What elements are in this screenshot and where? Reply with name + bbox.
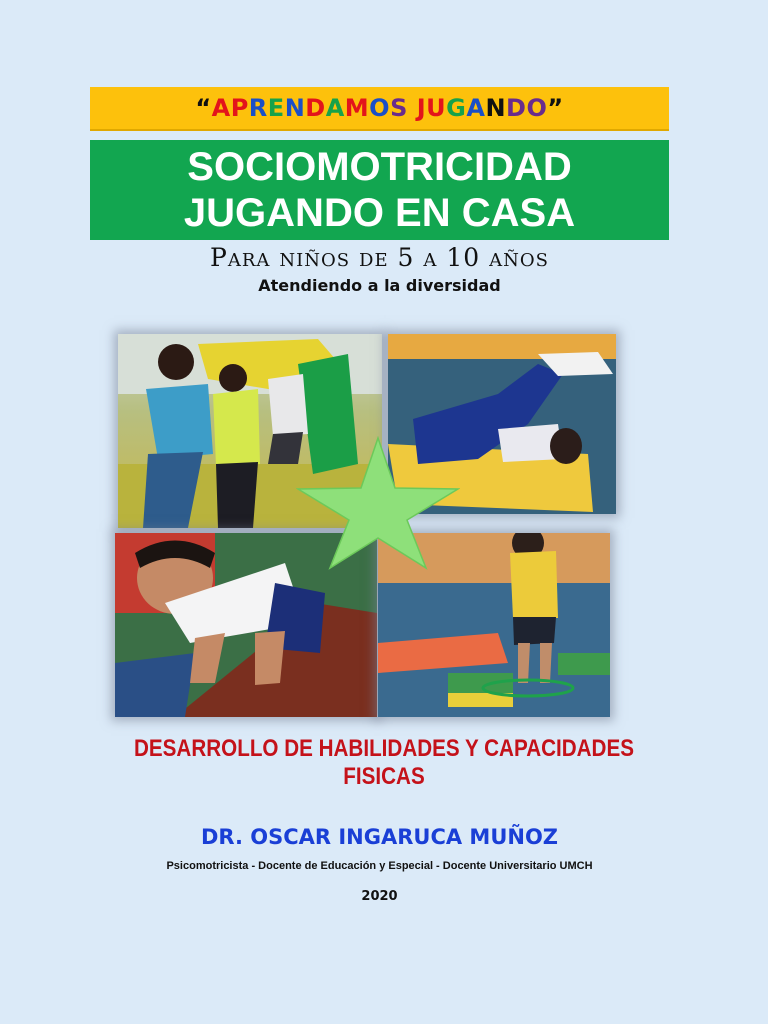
tagline-letter: A: [466, 94, 486, 122]
tagline-text: [212, 94, 548, 122]
author-name: DR. OSCAR INGARUCA MUÑOZ: [200, 825, 559, 849]
tagline-letter: A: [211, 94, 231, 122]
tagline-banner: [90, 87, 669, 131]
title-banner: [90, 140, 669, 240]
title-line-2: JUGANDO EN CASA: [183, 191, 576, 235]
tagline-letter: A: [325, 94, 345, 122]
tagline-letter: [408, 94, 417, 122]
tagline-letter: N: [485, 94, 507, 122]
publication-year: 2020: [361, 889, 398, 904]
quote-close: ”: [547, 94, 564, 122]
green-star-icon: [296, 436, 460, 570]
tagline-letter: P: [230, 94, 249, 122]
tagline-letter: D: [305, 94, 326, 122]
age-range-subtitle: Para niños de 5 a 10 años: [210, 243, 549, 272]
tagline-letter: E: [267, 94, 285, 122]
tagline-letter: R: [248, 94, 268, 122]
tagline-letter: U: [426, 94, 447, 122]
theme-heading: DESARROLLO DE HABILIDADES Y CAPACIDADES FISICAS: [133, 735, 634, 790]
quote-open: “: [195, 94, 212, 122]
title-line-1: SOCIOMOTRICIDAD: [187, 145, 572, 189]
diversity-subtitle: Atendiendo a la diversidad: [258, 276, 501, 295]
author-role: Psicomotricista - Docente de Educación y Especial - Docente Universitario UMCH: [166, 860, 593, 872]
tagline-letter: S: [390, 94, 408, 122]
tagline-letter: G: [446, 94, 467, 122]
tagline-letter: O: [369, 94, 391, 122]
tagline-letter: D: [506, 94, 527, 122]
tagline-letter: M: [344, 94, 370, 122]
tagline-letter: O: [526, 94, 548, 122]
tagline-letter: J: [416, 94, 427, 122]
tagline-letter: N: [284, 94, 306, 122]
